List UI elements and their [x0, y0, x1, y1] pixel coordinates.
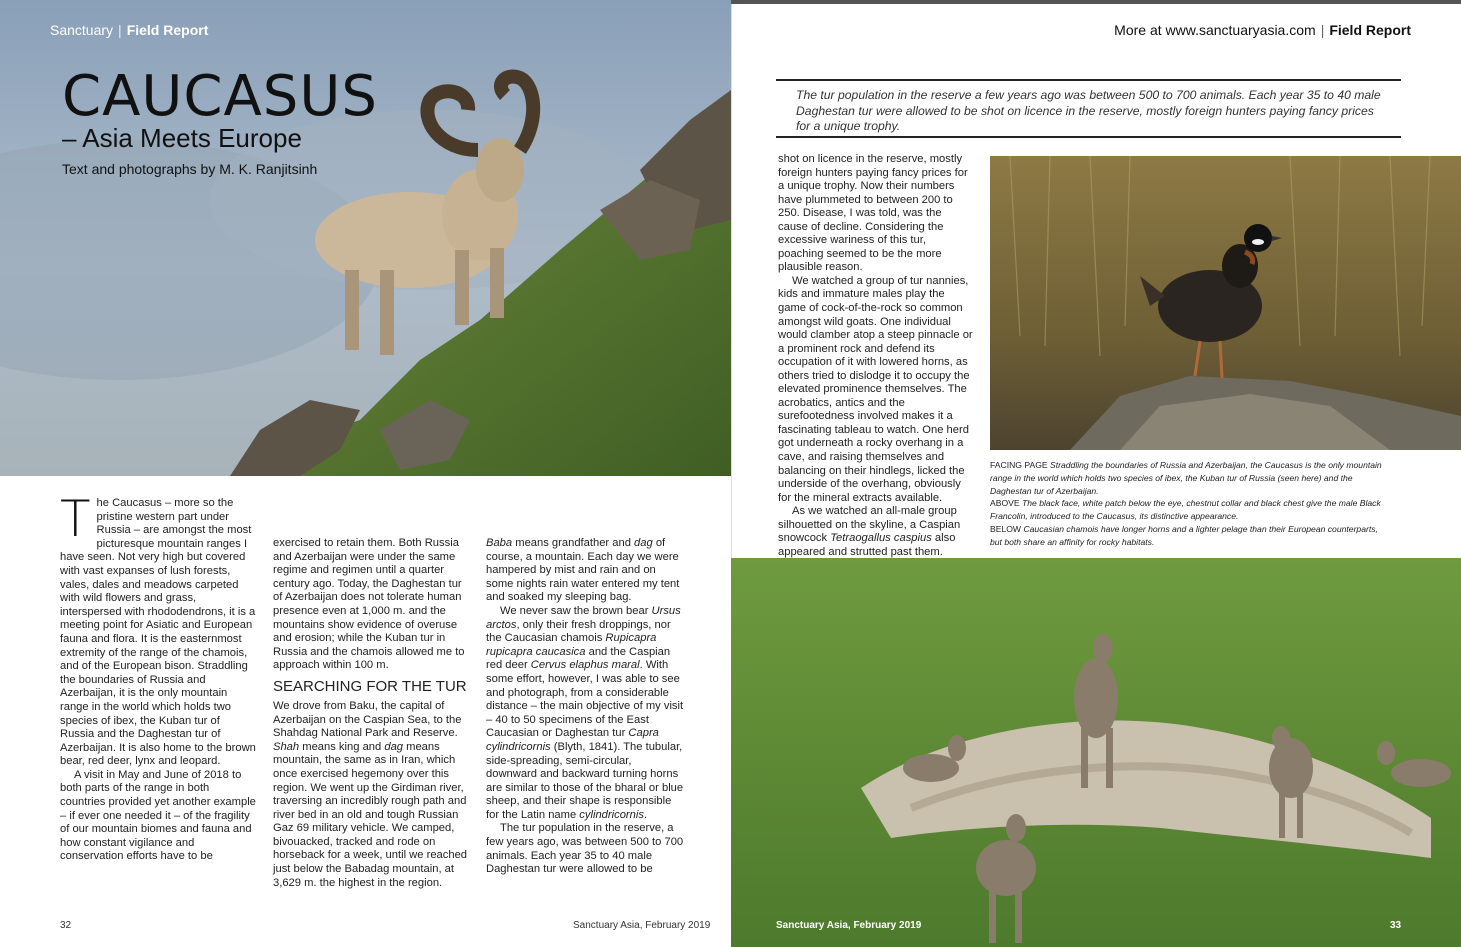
caption-label: BELOW	[990, 523, 1022, 534]
italic-term: Rupicapra rupicapra caucasica	[486, 632, 657, 658]
running-head-tag: Field Report	[1329, 22, 1411, 38]
italic-term: Shah	[273, 740, 300, 753]
italic-term: dag	[634, 537, 653, 549]
italic-term: dag	[384, 740, 404, 753]
text-run: (Blyth, 1841). The tubular, side-spreading, semi-circular, downward and backward turning horns are similar to those of the bharal or blue sheep, and their shape is responsible for the Latin name	[486, 740, 684, 821]
caption-text: Caucasian chamois have longer horns and a lighter pelage than their European counterparts, but both share an affinity for rocky habitats.	[990, 523, 1378, 547]
text-run: , only their fresh droppings, nor the Caucasian chamois	[486, 618, 671, 645]
photo-captions	[990, 459, 1390, 549]
body-paragraph	[486, 605, 684, 823]
body-paragraph: The tur population in the reserve, a few years ago, was between 500 to 700 animals. Each year 35 to 40 male Daghestan tur were allowed to be	[486, 822, 684, 876]
folio-right: Sanctuary Asia, February 2019	[776, 920, 922, 931]
body-paragraph	[273, 700, 470, 890]
body-column-3	[486, 537, 684, 877]
drop-cap: T	[60, 490, 91, 548]
text-run: We never saw the brown bear	[500, 604, 652, 617]
paragraph-text: he Caucasus – more so the pristine western part under Russia – are amongst the most picturesque mountain ranges I have seen. Not very high but covered with vast expanses of lush forests, vales, dales and meadows carpeted with wild flowers and grass, interspersed with rhododendrons, it is a meeting point for Asiatic and European fauna and flora. It is the easternmost extremity of the range of the chamois, and of the European bison. Straddling the boundaries of Russia and Azerbaijan, it is the only mountain range in the world which holds two species of ibex, the Kuban tur of Russia and the Daghestan tur of Azerbaijan. It is also home to the brown bear, red deer, lynx and leopard.	[60, 497, 256, 768]
page-number-right: 33	[1390, 920, 1402, 931]
caucasian-chamois-photo	[731, 558, 1461, 947]
italic-term: Tetraogallus caspius	[830, 532, 932, 545]
text-run: We drove from Baku, the capital of Azerbaijan on the Caspian Sea, to the Shahdag National Park and Reserve.	[273, 699, 462, 740]
italic-term: Baba	[486, 537, 513, 549]
website-link[interactable]: More at www.sanctuaryasia.com	[1114, 22, 1316, 38]
body-paragraph: shot on licence in the reserve, mostly foreign hunters paying fancy prices for a unique trophy. Now their numbers have plummeted to between 200 to 250. Disease, I was told, was the cause of decline. Considering the excessive wariness of this tur, poaching seemed to be the more plausible reason.	[778, 153, 968, 274]
body-paragraph: A visit in May and June of 2018 to both parts of the range in both countries provided yet another example – if ever one needed it – of the fragility of our mountain biomes and fauna and how constant vigilance and conservation efforts have to be	[60, 768, 256, 863]
caption-text: The black face, white patch below the eye, chestnut collar and black chest give the male Black Francolin, introduced to the Caucasus, its distinctive appearance.	[990, 498, 1381, 522]
body-column-1	[60, 490, 257, 864]
body-paragraph	[486, 537, 684, 605]
body-column-2	[273, 537, 470, 890]
text-run: of course, a mountain. Each day we were hampered by mist and rain and on some nights rain water entered my tent and soaked my sleeping bag.	[486, 537, 680, 604]
caption-below	[990, 523, 1390, 549]
running-head-separator: |	[118, 22, 122, 38]
running-head-left	[50, 22, 208, 38]
section-heading: SEARCHING FOR THE TUR	[273, 677, 467, 695]
italic-term: cylindricornis	[579, 808, 644, 821]
text-run: means mountain, the same as in Iran, which once exercised hegemony over this region. We went up the Girdiman river, traversing an incredibly rough path and river bed in an old and tough Russian Gaz 69 military vehicle. We camped, bivouacked, tracked and rode on horseback for a week, until we reached just below the Babadag mountain, at 3,629 m. the highest in the region.	[273, 740, 468, 889]
running-head-section: Sanctuary	[50, 22, 114, 38]
text-run: .	[643, 808, 648, 821]
pull-quote: The tur population in the reserve a few years ago was between 500 to 700 animals. Each year 35 to 40 male Daghestan tur were allowed to be shot on licence in the reserve, mostly foreign hunters paying fancy prices for a unique trophy.	[776, 79, 1401, 138]
folio-left: Sanctuary Asia, February 2019	[573, 920, 711, 931]
text-run: . With some effort, however, I was able to see and photograph, from a considerable distance – the main objective of my visit – 40 to 50 specimens of the East Caucasian or Daghestan tur	[486, 659, 684, 740]
body-column-4	[778, 153, 974, 559]
page-number-left: 32	[60, 920, 72, 931]
caption-label: ABOVE	[990, 498, 1020, 509]
body-paragraph: We watched a group of tur nannies, kids and immature males play the game of cock-of-the-rock so common amongst wild goats. One individual would clamber atop a steep pinnacle or a prominent rock and defend its occupation of it with lowered horns, as others tried to dislodge it to occupy the elevated prominence themselves. The acrobatics, antics and the surefootedness involved makes it a fascinating tableau to watch. One herd got underneath a rocky overhang in a cave, and raising themselves and balancing on their hindlegs, licked the underside of the overhang, obviously for the mineral extracts available.	[778, 274, 973, 504]
caption-facing-page	[990, 459, 1390, 497]
text-run: and the Caspian red deer	[486, 645, 671, 672]
caption-label: FACING PAGE	[990, 460, 1048, 470]
running-head-separator: |	[1320, 22, 1325, 38]
italic-term: Ursus arctos	[486, 604, 681, 631]
top-rule	[731, 0, 1461, 4]
body-paragraph	[778, 505, 974, 559]
chamois-illustration	[731, 558, 1461, 947]
body-paragraph	[60, 490, 257, 769]
text-run: means king and	[299, 740, 385, 753]
text-run: also appeared and strutted past them.	[778, 532, 956, 558]
text-run: means grandfather and	[512, 537, 635, 549]
bird-illustration	[990, 156, 1461, 450]
italic-term: Capra cylindricornis	[486, 727, 659, 753]
running-head-tag: Field Report	[126, 22, 209, 38]
body-paragraph: exercised to retain them. Both Russia and Azerbaijan were under the same regime and regimen until a quarter century ago. Today, the Daghestan tur of Azerbaijan does not tolerate human presence even at 1,000 m. and the mountains show evidence of overuse and erosion; while the Kuban tur in Russia and the chamois allowed me to approach within 100 m.	[273, 537, 465, 672]
caption-text: Straddling the boundaries of Russia and Azerbaijan, the Caucasus is the only mountain range in the world which holds two species of ibex, the Kuban tur of Russia (seen here) and the Daghestan tur of Azerbaijan.	[990, 460, 1382, 496]
text-run: As we watched an all-male group silhouetted on the skyline, a Caspian snowcock	[778, 505, 961, 545]
caption-above	[990, 497, 1390, 523]
article-subtitle: – Asia Meets Europe	[62, 123, 302, 153]
running-head-right	[1114, 22, 1411, 38]
article-byline: Text and photographs by M. K. Ranjitsinh	[62, 161, 318, 177]
article-title: CAUCASUS	[62, 64, 378, 129]
black-francolin-photo	[990, 156, 1461, 450]
italic-term: Cervus elaphus maral	[530, 659, 640, 672]
